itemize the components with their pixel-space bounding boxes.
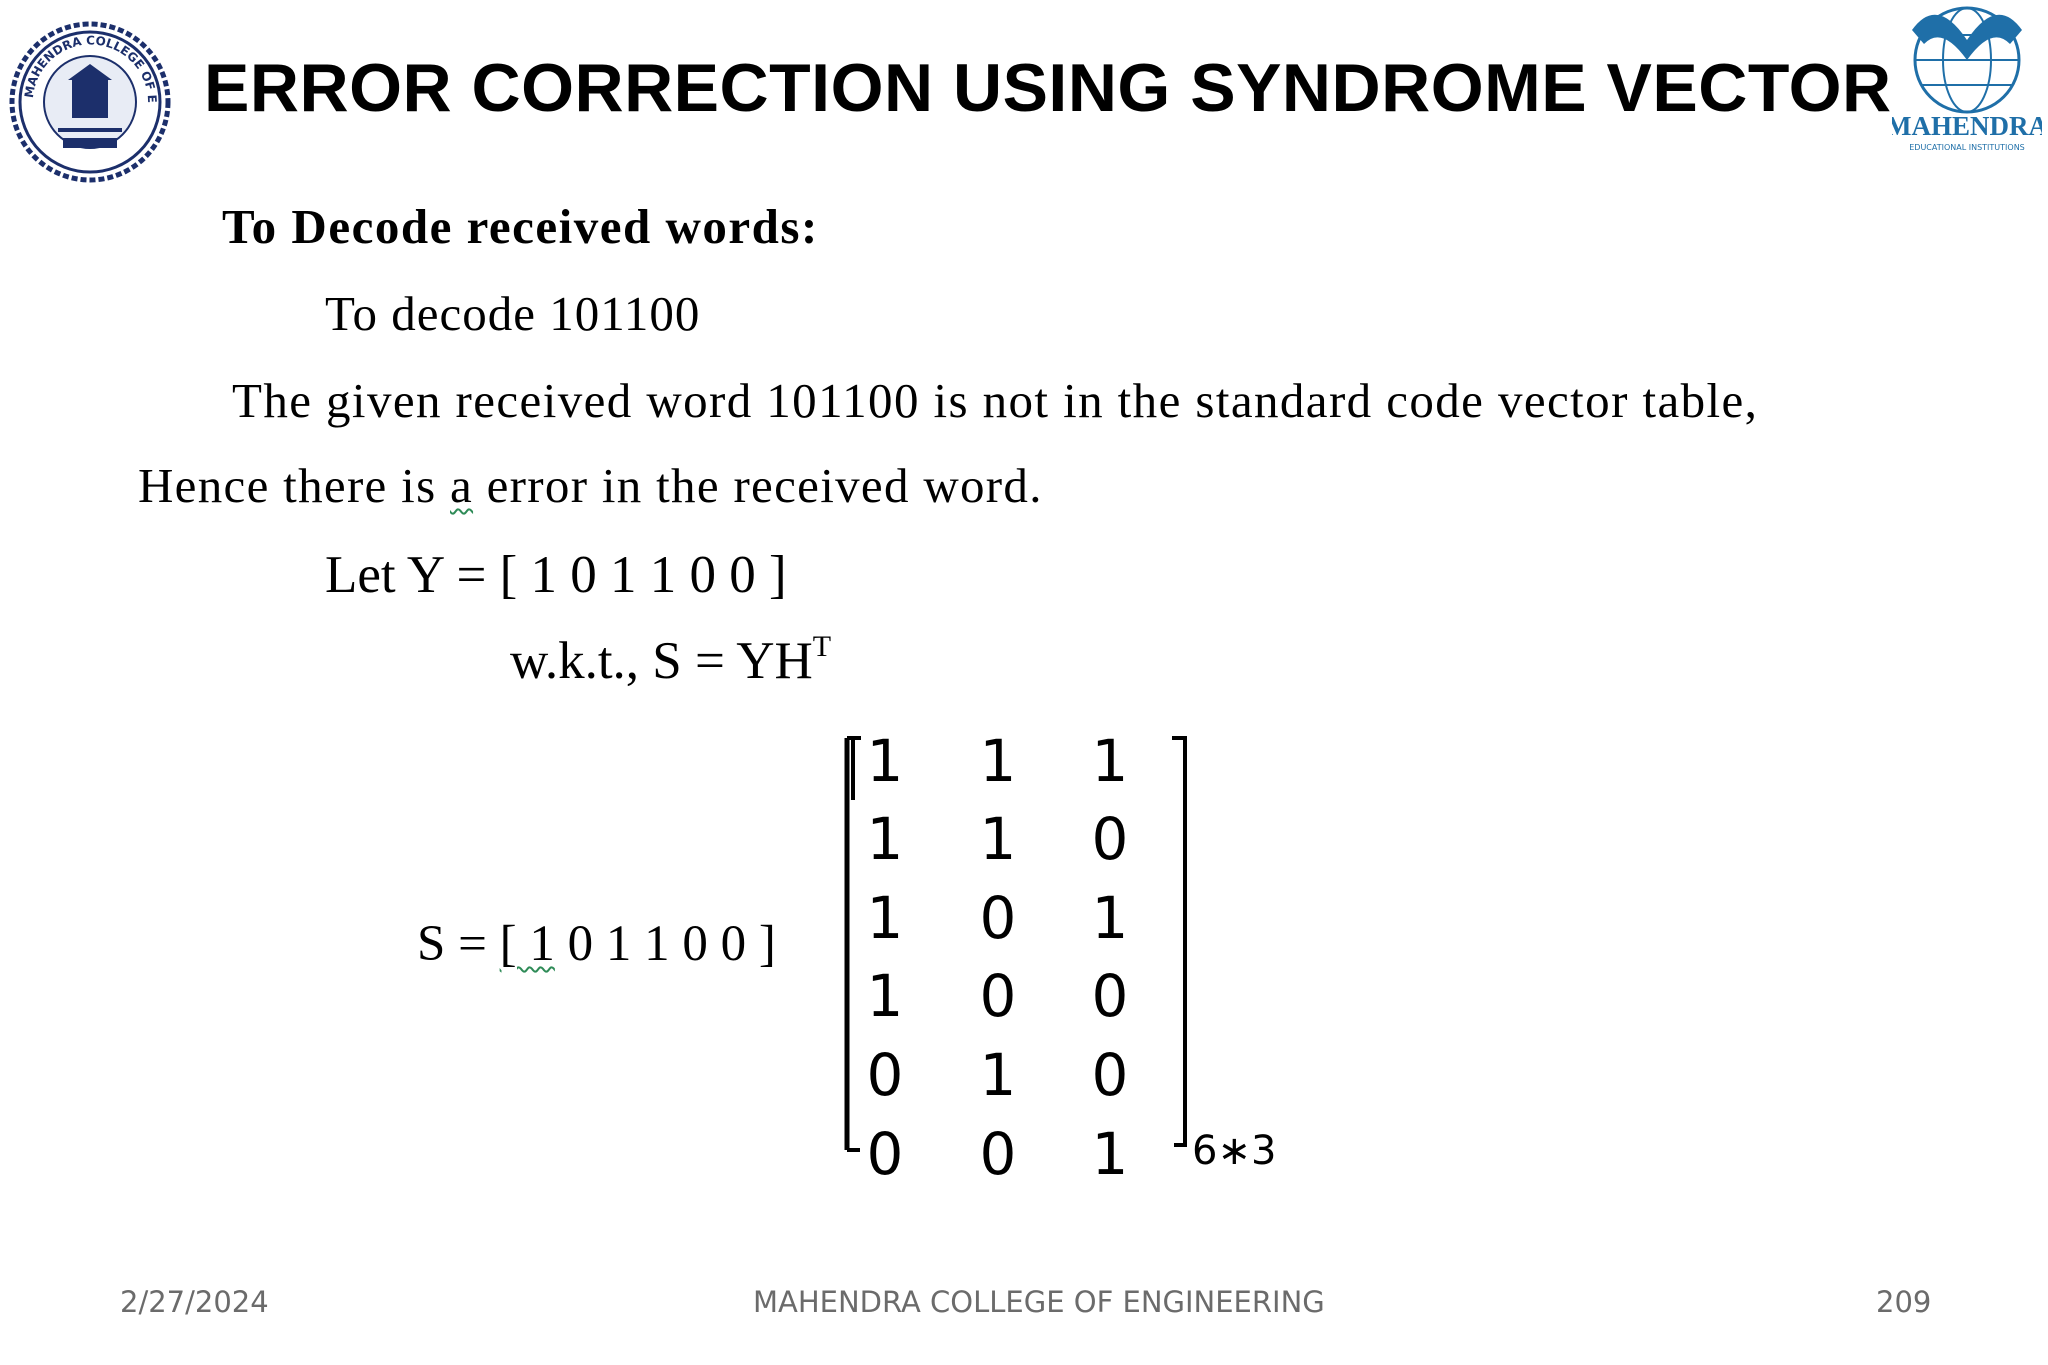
formula-text: w.k.t., S = YH (510, 632, 813, 690)
vector-rest: 0 1 1 0 0 ] (554, 916, 776, 972)
matrix-cell: 1 (866, 805, 904, 873)
spellcheck-marked-text: [ 1 (499, 916, 555, 972)
footer-date: 2/27/2024 (120, 1285, 269, 1319)
let-y-equation: Let Y = [ 1 0 1 1 0 0 ] (325, 546, 787, 604)
svg-text:EDUCATIONAL INSTITUTIONS: EDUCATIONAL INSTITUTIONS (1909, 143, 2025, 152)
matrix-cell: 0 (979, 884, 1017, 952)
matrix-cell: 0 (1091, 1041, 1129, 1109)
matrix-cell: 1 (866, 727, 904, 795)
svg-text:MAHENDRA: MAHENDRA (1892, 111, 2042, 141)
college-seal-logo (8, 20, 173, 185)
matrix-dimension-label: 6∗3 (1192, 1128, 1277, 1174)
matrix-cell: 1 (1091, 727, 1129, 795)
mahendra-institutions-logo (1892, 0, 2042, 170)
paragraph-text: error in the received word. (473, 458, 1043, 513)
syndrome-row-vector (417, 915, 776, 973)
matrix-cell: 1 (1091, 1120, 1129, 1188)
matrix-cell: 1 (866, 962, 904, 1030)
decode-line: To decode 101100 (325, 286, 701, 341)
matrix-cell: 1 (866, 884, 904, 952)
matrix-cell: 0 (979, 1120, 1017, 1188)
slide-number: 209 (1876, 1285, 1932, 1319)
matrix-cell: 1 (1091, 884, 1129, 952)
paragraph-text: Hence there is (138, 458, 450, 513)
matrix-cell: 0 (866, 1041, 904, 1109)
footer-college-name: MAHENDRA COLLEGE OF ENGINEERING (753, 1285, 1325, 1319)
decode-heading: To Decode received words: (222, 199, 819, 254)
vector-prefix: S = (417, 916, 500, 972)
syndrome-formula (510, 630, 831, 691)
matrix-cell: 0 (866, 1120, 904, 1188)
matrix-cell: 1 (979, 1041, 1017, 1109)
matrix-cell: 1 (979, 805, 1017, 873)
matrix-cell: 0 (1091, 805, 1129, 873)
paragraph-line-1: The given received word 101100 is not in the standard code vector table, (232, 373, 1759, 428)
svg-text:MAHENDRA COLLEGE OF ENGINEERIN: MAHENDRA COLLEGE OF E (21, 33, 160, 104)
spellcheck-marked-word: a (450, 458, 474, 513)
matrix-cell: 0 (1091, 962, 1129, 1030)
slide-title: ERROR CORRECTION USING SYNDROME VECTOR (204, 50, 1892, 126)
h-transpose-matrix (840, 720, 1200, 1188)
transpose-superscript: T (812, 630, 832, 663)
paragraph-line-2 (138, 457, 1043, 514)
matrix-cell: 1 (979, 727, 1017, 795)
matrix-cell: 0 (979, 962, 1017, 1030)
